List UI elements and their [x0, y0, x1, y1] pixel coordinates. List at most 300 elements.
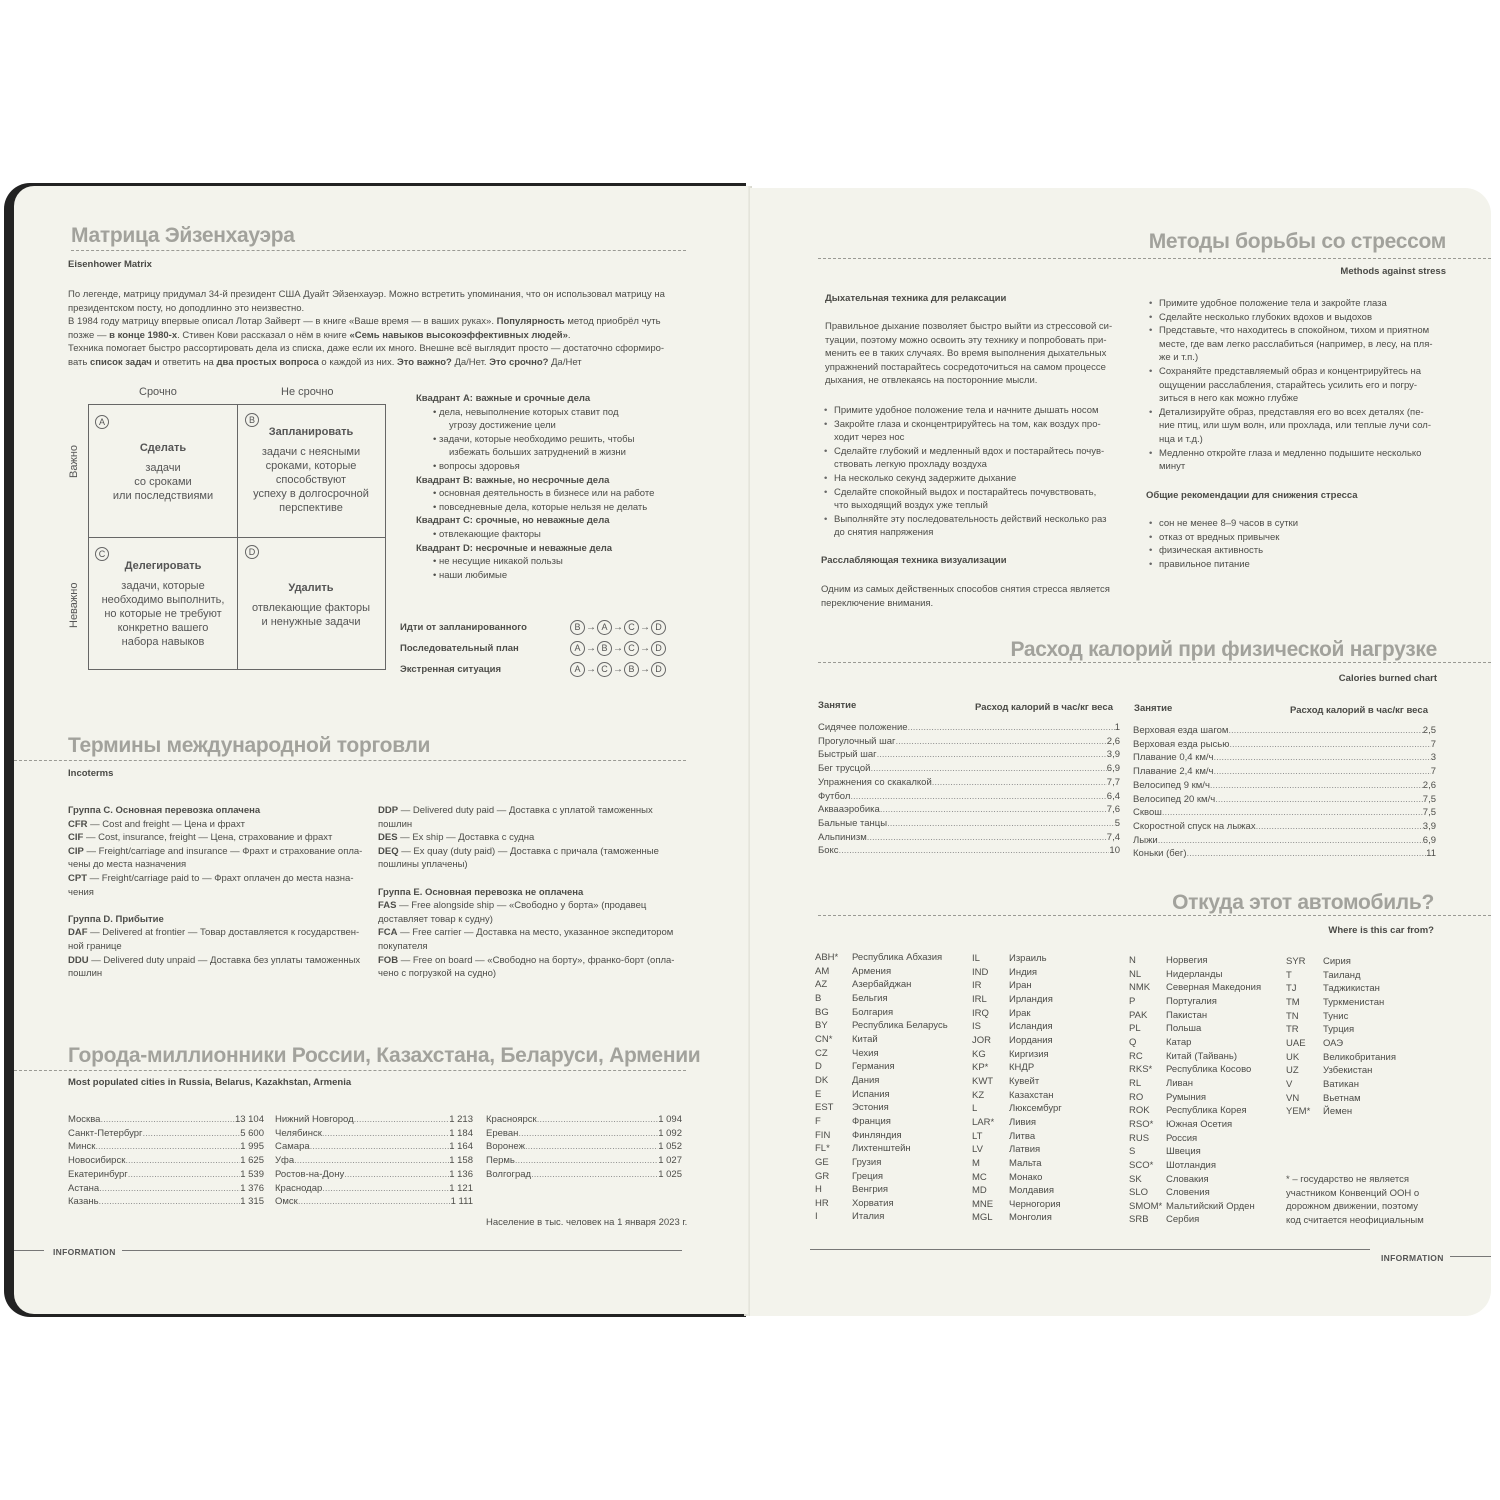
bullet-line: • сон не менее 8–9 часов в сутки	[1159, 518, 1299, 529]
car-code-row	[1129, 1063, 1261, 1077]
city-value: 1 158	[449, 1155, 473, 1167]
car-code: UK	[1286, 1051, 1300, 1063]
breathing-line: упражнений постарайтесь сосредоточиться на самом процессе	[825, 361, 1106, 373]
calorie-row	[818, 721, 1120, 735]
sequence-step: C	[624, 641, 639, 656]
city-name: Воронеж	[486, 1141, 525, 1153]
breathing-line: туации, поэтому можно освоить эту технику и попробовать при-	[825, 334, 1107, 346]
car-code: SLO	[1129, 1187, 1149, 1199]
general-recommendations	[1137, 517, 1298, 571]
footnote-line: код считается неофициальным	[1286, 1214, 1424, 1226]
car-code: L	[972, 1103, 978, 1115]
car-code: RKS*	[1129, 1064, 1153, 1076]
car-country: Киргизия	[1009, 1048, 1049, 1060]
car-country: Эстония	[852, 1102, 889, 1114]
term-line	[378, 926, 674, 940]
car-code: F	[815, 1115, 821, 1127]
term-line	[378, 845, 674, 859]
cities-column-3	[486, 1113, 682, 1182]
car-code: CN*	[815, 1033, 833, 1045]
group-heading: Группа С. Основная перевозка оплачена	[68, 805, 261, 816]
group-heading: Группа Е. Основная перевозка не оплачена	[378, 886, 584, 898]
city-value: 1 995	[240, 1141, 264, 1153]
arrow-icon: →	[613, 622, 623, 633]
bullet-line: • Примите удобное положение тела и начните дышать носом	[834, 405, 1099, 416]
car-code-row	[972, 979, 1062, 993]
col-value-header-2: Расход калорий в час/кг веса	[1290, 705, 1429, 716]
bullet-line: • Сделайте несколько глубоких вдохов и выдохов	[1159, 311, 1372, 323]
car-code: HR	[815, 1197, 829, 1209]
car-code: MNE	[972, 1198, 994, 1210]
city-value: 1 625	[240, 1155, 264, 1167]
car-country: Словения	[1166, 1187, 1210, 1199]
sequence-step: D	[651, 620, 666, 635]
term-description: покупателя	[378, 940, 428, 952]
car-codes-column-4	[1286, 955, 1396, 1119]
term-description: пошлины уплачены)	[378, 859, 468, 871]
city	[275, 1182, 473, 1196]
car-code: UAE	[1286, 1037, 1306, 1049]
sequence-step: A	[570, 641, 585, 656]
quadrant-description-item: • задачи, которые необходимо решить, чтобы	[433, 433, 635, 445]
car-code: V	[1286, 1078, 1293, 1090]
city	[68, 1113, 264, 1127]
car-code: CZ	[815, 1047, 828, 1059]
calorie-row-value: 7	[1430, 738, 1436, 750]
intro-segment: и ответить на	[151, 356, 217, 368]
priority-sequences	[400, 617, 666, 680]
calorie-row-value: 6,4	[1106, 790, 1120, 802]
car-country: Израиль	[1009, 953, 1047, 964]
priority-sequence-label: Последовательный план	[400, 642, 519, 654]
term-description: пошлин	[68, 968, 103, 980]
leader-dots	[880, 803, 1107, 817]
car-code-row	[972, 1075, 1062, 1089]
car-code-row	[972, 1007, 1062, 1021]
car-code-row	[972, 1020, 1062, 1034]
car-country: Северная Македония	[1166, 982, 1262, 994]
car-code: NMK	[1129, 982, 1151, 994]
arrow-icon: →	[640, 643, 650, 654]
car-code: IRQ	[972, 1007, 989, 1019]
car-code-row	[815, 1129, 948, 1143]
intro-line	[68, 329, 665, 343]
city-name: Москва	[68, 1114, 101, 1125]
car-code: IND	[972, 966, 989, 978]
leader-dots	[887, 817, 1115, 831]
city-value: 13 104	[234, 1114, 264, 1125]
term-line	[378, 967, 674, 981]
car-country: Пакистан	[1166, 1009, 1208, 1021]
car-code-row	[815, 1074, 948, 1088]
incoterms-subtitle: Incoterms	[68, 768, 114, 779]
city-name: Астана	[68, 1182, 100, 1194]
car-country: Румыния	[1166, 1091, 1207, 1103]
bullet-line: • Представьте, что находитесь в спокойном, тихом и приятном	[1159, 325, 1430, 337]
bullet-item	[1137, 324, 1433, 365]
incoterms-column-2	[378, 804, 674, 981]
car-code-row	[815, 1142, 948, 1156]
leader-dots	[515, 1154, 658, 1168]
car-code: GE	[815, 1156, 829, 1168]
term-description: ной границе	[68, 940, 122, 952]
car-code: JOR	[972, 1034, 991, 1046]
intro-segment: Да/Нет	[548, 356, 582, 368]
car-code-row	[1286, 1092, 1396, 1106]
car-code-row	[1129, 1145, 1261, 1159]
calorie-row-value: 3,9	[1106, 749, 1120, 761]
quadrant-description-heading: Квадрант D: несрочные и неважные дела	[416, 542, 613, 554]
leader-dots	[344, 1168, 449, 1182]
calorie-row-value: 7,4	[1106, 831, 1120, 843]
leader-dots	[322, 1182, 449, 1196]
car-country: Италия	[852, 1211, 885, 1223]
car-code-row	[815, 951, 948, 965]
calorie-row-name: Прогулочный шаг	[818, 735, 896, 747]
divider	[818, 915, 1491, 916]
car-code-row	[815, 978, 948, 992]
car-country: Казахстан	[1009, 1089, 1054, 1101]
car-code: KG	[972, 1048, 986, 1060]
city	[275, 1127, 473, 1141]
car-code: RO	[1129, 1091, 1144, 1103]
bullet-item	[1137, 531, 1298, 545]
term-code: CPT	[68, 872, 87, 884]
calorie-row-value: 1	[1114, 722, 1120, 733]
sequence-step: D	[651, 662, 666, 677]
leader-dots	[525, 1140, 658, 1154]
city	[275, 1154, 473, 1168]
city-value: 1 164	[449, 1141, 473, 1153]
bullet-line: что выходящий воздух уже теплый	[834, 500, 988, 512]
city-name: Омск	[275, 1196, 298, 1208]
calories-column-1	[818, 721, 1120, 858]
leader-dots	[1215, 793, 1423, 807]
calorie-row-value: 7,6	[1106, 804, 1120, 816]
car-code: IS	[972, 1021, 981, 1033]
car-code-row	[815, 992, 948, 1006]
bullet-line: • Примите удобное положение тела и закройте глаза	[1159, 298, 1387, 309]
calorie-row-value: 10	[1109, 845, 1120, 857]
car-country: Республика Корея	[1166, 1105, 1247, 1117]
car-country: Дания	[852, 1074, 880, 1086]
car-code: ROK	[1129, 1105, 1150, 1117]
car-code-row	[815, 965, 948, 979]
car-code-row	[1129, 1186, 1261, 1200]
col-urgent-label: Срочно	[139, 386, 177, 398]
term-line	[378, 804, 674, 818]
car-code-row	[1286, 1037, 1396, 1051]
priority-sequence-label: Экстренная ситуация	[400, 663, 502, 675]
car-code-row	[1129, 1118, 1261, 1132]
car-codes-column-2	[972, 952, 1062, 1225]
leader-dots	[298, 1195, 451, 1209]
calorie-row	[1133, 834, 1436, 848]
bullet-line: • Медленно откройте глаза и медленно подышите несколько	[1159, 447, 1422, 459]
city-name: Казань	[68, 1196, 99, 1208]
cities-column-1	[68, 1113, 264, 1209]
car-code-row	[972, 1116, 1062, 1130]
divider	[14, 760, 686, 761]
breathing-text	[825, 320, 1112, 388]
car-code-row	[1286, 1010, 1396, 1024]
city-name: Красноярск	[486, 1114, 537, 1125]
car-code: EST	[815, 1102, 834, 1114]
car-code-row	[972, 1034, 1062, 1048]
quadrant-a: Сделать задачи со сроками или последствиями	[112, 442, 214, 502]
car-country: Турция	[1323, 1024, 1355, 1036]
car-country: Китай	[852, 1033, 878, 1045]
intro-segment: позже —	[68, 329, 110, 341]
car-code: H	[815, 1184, 822, 1196]
leader-dots	[1228, 724, 1422, 738]
quadrant-description-heading: Квадрант A: важные и срочные дела	[416, 393, 591, 404]
city	[68, 1182, 264, 1196]
term-description: — Free on board — «Свободно на борту», франко-борт (опла-	[398, 954, 675, 966]
cars-title: Откуда этот автомобиль?	[1172, 891, 1434, 914]
intro-segment: В 1984 году матрицу впервые описал Лотар Зайверт — в книге «Ваше время — в ваших руках».	[68, 316, 497, 328]
calorie-row	[818, 844, 1120, 858]
car-country: Россия	[1166, 1132, 1198, 1144]
leader-dots	[99, 1182, 240, 1196]
car-code-row	[1286, 1105, 1396, 1119]
car-code: T	[1286, 969, 1292, 981]
calorie-row-name: Футбол	[818, 790, 851, 802]
city-value: 1 052	[658, 1141, 682, 1153]
car-code-row	[972, 966, 1062, 980]
car-code-row	[1129, 968, 1261, 982]
car-code-row	[972, 1048, 1062, 1062]
bullet-line: до снятия напряжения	[834, 527, 934, 539]
calorie-row-value: 5	[1114, 817, 1120, 829]
term-line	[378, 913, 674, 927]
car-code: E	[815, 1088, 822, 1100]
footnote-line: дорожном движении, поэтому	[1286, 1201, 1418, 1213]
quadrant-c-marker: C	[95, 547, 109, 561]
car-country: ОАЭ	[1323, 1037, 1344, 1049]
calorie-row-name: Бальные танцы	[818, 817, 888, 829]
city	[68, 1127, 264, 1141]
sequence-step: D	[651, 641, 666, 656]
calorie-row	[1133, 738, 1436, 752]
col-value-header: Расход калорий в час/кг веса	[975, 702, 1114, 713]
bullet-item	[812, 404, 1107, 418]
city-value: 1 111	[450, 1196, 473, 1208]
car-country: Южная Осетия	[1166, 1118, 1233, 1130]
leader-dots	[850, 790, 1106, 804]
calorie-row-name: Плавание 2,4 км/ч	[1133, 766, 1214, 778]
car-code: TJ	[1286, 983, 1297, 995]
car-code-row	[1286, 1051, 1396, 1065]
breathing-line: менить ее в таких случаях. Во время выполнения дыхательных	[825, 348, 1107, 360]
city-value: 1 539	[240, 1168, 264, 1180]
term-description: — Delivered duty paid — Доставка с уплатой таможенных	[398, 805, 653, 816]
car-code-row	[1286, 1023, 1396, 1037]
quadrant-description-item: • отвлекающие факторы	[433, 528, 541, 540]
breathing-line: дыхания, не отвлекаясь на посторонние мысли.	[825, 375, 1038, 387]
bullet-line: месте, где вам легко расслабиться (например, в лесу, на пля-	[1159, 338, 1433, 350]
car-code-row	[1129, 1200, 1261, 1214]
term-description: чено с погрузкой на судно)	[378, 968, 497, 980]
intro-segment: в конце 1980-х	[109, 329, 178, 341]
term-line	[68, 872, 362, 886]
leader-dots	[1213, 751, 1430, 765]
calorie-row-value: 2,5	[1422, 725, 1436, 736]
car-code: ABH*	[815, 952, 839, 963]
city	[275, 1195, 473, 1209]
incoterms-column-1	[68, 804, 362, 981]
car-code-row	[1286, 1064, 1396, 1078]
car-code: S	[1129, 1146, 1136, 1158]
car-country: Шотландия	[1166, 1159, 1216, 1171]
car-code: SYR	[1286, 956, 1306, 967]
car-code: MC	[972, 1171, 987, 1183]
leader-dots	[537, 1113, 659, 1127]
leader-dots	[143, 1127, 241, 1141]
term-description: — Delivered duty unpaid — Доставка без уплаты таможенных	[88, 954, 361, 966]
arrow-icon: →	[586, 643, 596, 654]
term-line	[68, 940, 362, 954]
intro-segment: Это важно?	[397, 356, 452, 368]
footnote-line: участником Конвенций ООН о	[1286, 1187, 1420, 1199]
sequence-step: B	[570, 620, 585, 635]
calorie-row	[818, 776, 1120, 790]
quadrant-description-heading: Квадрант C: срочные, но неважные дела	[416, 515, 610, 527]
intro-segment: метод приобрёл чуть	[564, 316, 661, 328]
cities-note: Население в тыс. человек на 1 января 2023 г.	[486, 1217, 688, 1228]
visual-line: Одним из самых действенных способов снятия стресса является	[821, 584, 1110, 595]
bullet-item	[1137, 517, 1298, 531]
calorie-row	[818, 817, 1120, 831]
bullet-line: • Сделайте спокойный выдох и постарайтесь почувствовать,	[834, 486, 1097, 498]
intro-line	[68, 315, 665, 329]
cars-subtitle: Where is this car from?	[1328, 925, 1434, 936]
visual-line: переключение внимания.	[821, 597, 934, 609]
car-code: RUS	[1129, 1132, 1150, 1144]
car-code: IRL	[972, 993, 987, 1005]
city-name: Нижний Новгород	[275, 1114, 354, 1125]
car-code-row	[1129, 995, 1261, 1009]
car-code: B	[815, 992, 822, 1004]
term-description: — Ex quay (duty paid) — Доставка с причала (таможенные	[398, 845, 659, 857]
car-code: GR	[815, 1170, 830, 1182]
car-code: SCO*	[1129, 1159, 1154, 1171]
car-code: RL	[1129, 1077, 1142, 1089]
bullet-line: нца и т.д.)	[1159, 433, 1203, 445]
car-code-row	[815, 1088, 948, 1102]
car-code: TR	[1286, 1024, 1299, 1036]
divider	[71, 250, 686, 251]
car-code: LV	[972, 1144, 983, 1156]
car-code-row	[815, 1156, 948, 1170]
car-code: KZ	[972, 1089, 985, 1101]
city	[275, 1140, 473, 1154]
term-line	[378, 940, 674, 954]
calorie-row	[1133, 751, 1436, 765]
term-description: доставляет товар к судну)	[378, 913, 493, 925]
city	[68, 1168, 264, 1182]
calorie-row-value: 11	[1426, 848, 1436, 860]
car-code: LAR*	[972, 1116, 995, 1128]
car-country: Китай (Тайвань)	[1166, 1050, 1238, 1062]
calorie-row-name: Альпинизм	[818, 831, 867, 843]
quadrant-descriptions	[416, 392, 654, 582]
city-name: Краснодар	[275, 1182, 323, 1194]
row-important-label: Важно	[68, 444, 80, 478]
term-line	[378, 899, 674, 913]
car-country: Иордания	[1009, 1034, 1053, 1046]
divider	[818, 662, 1491, 663]
calorie-row-name: Бег трусцой	[818, 763, 871, 775]
quadrant-c: Делегировать задачи, которые необходимо выполнить, но которые не требуют конкретно вашего набора навыков	[101, 560, 225, 648]
leader-dots	[1213, 765, 1430, 779]
leader-dots	[322, 1127, 449, 1141]
car-country: Молдавия	[1009, 1185, 1054, 1197]
bullet-line: • отказ от вредных привычек	[1159, 531, 1280, 543]
car-country: Люксембург	[1009, 1103, 1062, 1115]
calorie-row-value: 7	[1430, 766, 1436, 778]
car-code: IL	[972, 953, 980, 964]
calorie-row-name: Сидячее положение	[818, 722, 908, 733]
car-code-row	[1286, 969, 1396, 983]
car-country: Мальтийский Орден	[1166, 1200, 1255, 1212]
car-code-row	[1129, 1036, 1261, 1050]
car-code: TM	[1286, 996, 1300, 1008]
car-code: PAK	[1129, 1009, 1148, 1021]
bullet-line: • физическая активность	[1159, 545, 1264, 557]
car-country: Финляндия	[852, 1129, 902, 1141]
arrow-icon: →	[613, 664, 623, 675]
term-line	[68, 845, 362, 859]
car-country: Великобритания	[1323, 1051, 1396, 1063]
quadrant-description-item: • дела, невыполнение которых ставит под	[433, 406, 619, 418]
col-activity-header: Занятие	[818, 700, 857, 711]
quadrant-description-item: • не несущие никакой пользы	[433, 556, 563, 568]
col-activity-header-2: Занятие	[1134, 703, 1173, 714]
city-value: 1 184	[449, 1127, 473, 1139]
car-code: N	[1129, 955, 1136, 966]
city-value: 1 092	[658, 1127, 682, 1139]
leader-dots	[100, 1113, 235, 1127]
term-description: — Cost, insurance, freight — Цена, страхование и фрахт	[83, 832, 333, 844]
car-code: PL	[1129, 1023, 1141, 1035]
car-code-row	[1286, 982, 1396, 996]
car-code-row	[972, 1171, 1062, 1185]
city	[275, 1168, 473, 1182]
term-code: DDU	[68, 954, 89, 966]
car-code-row	[1129, 1022, 1261, 1036]
term-code: DAF	[68, 927, 88, 939]
city-name: Минск	[68, 1141, 96, 1153]
city	[486, 1168, 682, 1182]
car-country: Сирия	[1323, 956, 1351, 967]
calorie-row-name: Велосипед 20 км/ч	[1133, 793, 1216, 805]
calorie-row-name: Аквааэробика	[818, 804, 880, 816]
car-code: KP*	[972, 1062, 989, 1074]
intro-segment: список задач	[89, 356, 152, 368]
bullet-item	[1137, 311, 1433, 325]
car-code-row	[1286, 996, 1396, 1010]
breathing-steps	[812, 404, 1107, 540]
calorie-row-value: 6,9	[1422, 834, 1436, 846]
car-code-row	[1129, 1091, 1261, 1105]
leader-dots	[1256, 820, 1423, 834]
term-line	[68, 886, 362, 900]
city-name: Ереван	[486, 1127, 519, 1139]
col-not-urgent-label: Не срочно	[281, 386, 334, 398]
leader-dots	[531, 1168, 658, 1182]
quadrant-d-marker: D	[245, 545, 259, 559]
